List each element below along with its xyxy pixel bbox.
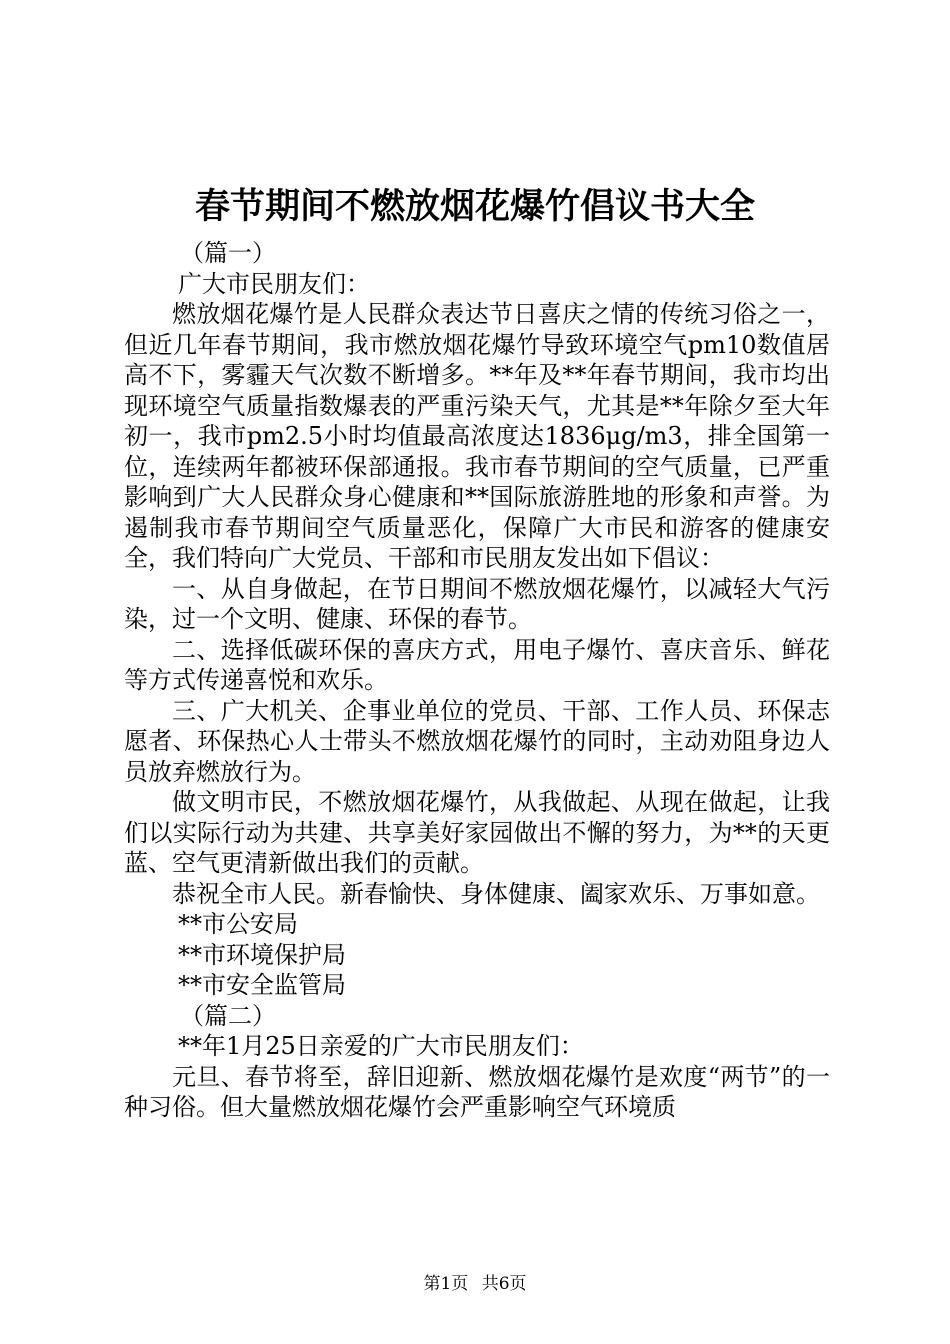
document-body bbox=[124, 238, 830, 1123]
page-number: 第1页 bbox=[423, 1274, 469, 1294]
paragraph-4: 三、广大机关、企事业单位的党员、干部、工作人员、环保志愿者、环保热心人士带头不燃放烟花爆竹的同时，主动劝阻身边人员放弃燃放行为。 bbox=[124, 696, 830, 786]
salutation-1: 广大市民朋友们： bbox=[178, 269, 370, 298]
signature-line-2: **市环境保护局 bbox=[178, 940, 346, 969]
salutation-2: **年1月25日亲爱的广大市民朋友们： bbox=[178, 1032, 584, 1060]
signature-line-3: **市安全监管局 bbox=[178, 971, 346, 999]
section-heading-1: （篇一） bbox=[180, 239, 276, 267]
paragraph-6: 恭祝全市人民。新春愉快、身体健康、阖家欢乐、万事如意。 bbox=[172, 879, 820, 908]
paragraph-5: 做文明市民，不燃放烟花爆竹，从我做起、从现在做起，让我们以实际行动为共建、共享美好家园做出不懈的努力，为**的天更蓝、空气更清新做出我们的贡献。 bbox=[124, 788, 830, 877]
page-total: 共6页 bbox=[481, 1274, 527, 1294]
paragraph-2: 一、从自身做起，在节日期间不燃放烟花爆竹，以减轻大气污染，过一个文明、健康、环保的春节。 bbox=[124, 574, 830, 633]
section-heading-2: （篇二） bbox=[180, 1001, 276, 1030]
signature-line-1: **市公安局 bbox=[178, 910, 298, 938]
paragraph-3: 二、选择低碳环保的喜庆方式，用电子爆竹、喜庆音乐、鲜花等方式传递喜悦和欢乐。 bbox=[124, 635, 830, 694]
document-title: 春节期间不燃放烟花爆竹倡议书大全 bbox=[194, 186, 755, 227]
paragraph-1: 燃放烟花爆竹是人民群众表达节日喜庆之情的传统习俗之一，但近几年春节期间，我市燃放烟花爆竹导致环境空气pm10数值居高不下，雾霾天气次数不断增多。**年及**年春节期间，我市均出现环境空气质量指数爆表的严重污染天气，尤其是**年除夕至大年初一，我市pm2.5小时均值最高浓度达1836μg/m3，排全国第一位，连续两年都被环保部通报。我市春节期间的空气质量，已严重影响到广大人民群众身心健康和**国际旅游胜地的形象和声誉。为遏制我市春节期间空气质量恶化，保障广大市民和游客的健康安全，我们特向广大党员、干部和市民朋友发出如下倡议： bbox=[124, 300, 830, 572]
paragraph-7: 元旦、春节将至，辞旧迎新、燃放烟花爆竹是欢度“两节”的一种习俗。但大量燃放烟花爆竹会严重影响空气环境质 bbox=[124, 1062, 830, 1121]
page-footer bbox=[0, 1272, 950, 1296]
